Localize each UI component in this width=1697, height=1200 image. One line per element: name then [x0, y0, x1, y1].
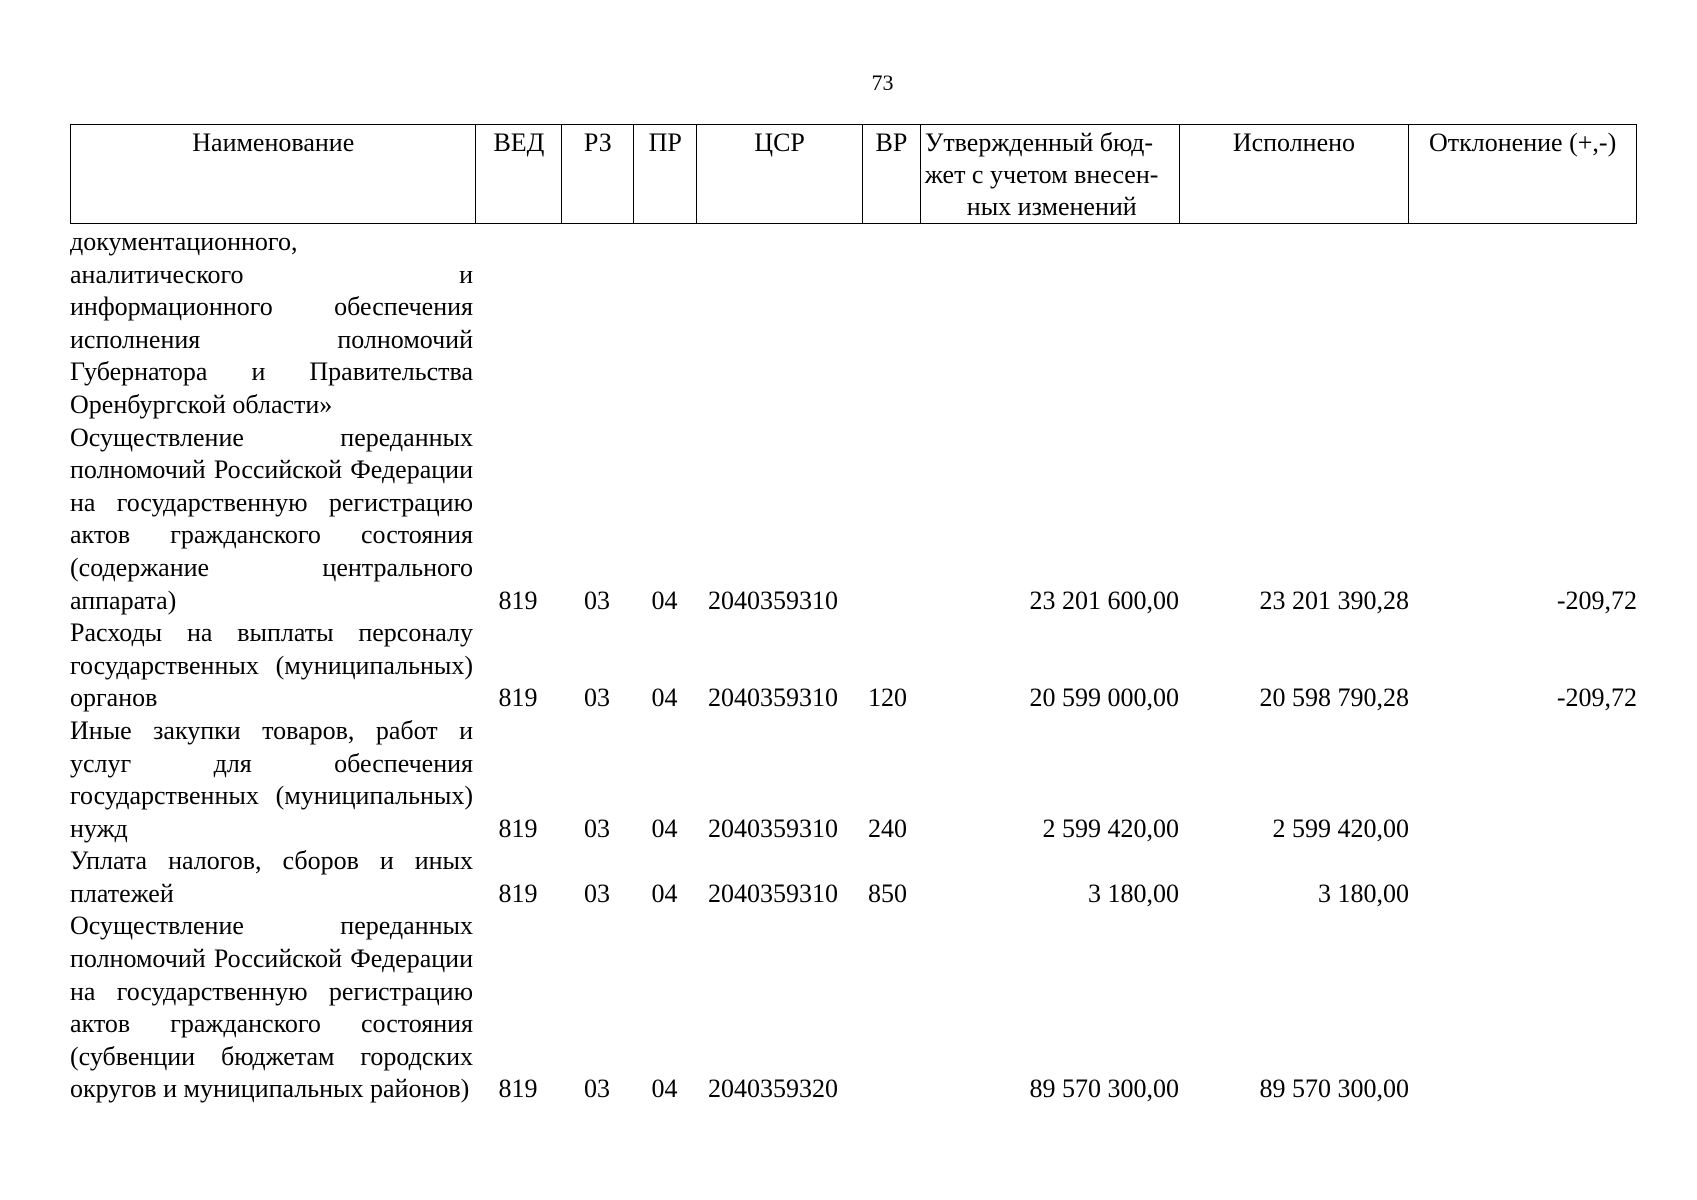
row-budget: 20 599 000,00: [1029, 683, 1179, 713]
row-ved: 819: [498, 878, 538, 908]
row-name: Осуществление переданных полномочий Российской Федерации на государственную регистрацию актов гражданского состояния (субвенции бюджетам городских округов и муниципальных районов): [70, 911, 473, 1104]
row-rz: 03: [584, 585, 610, 615]
row-pr: 04: [651, 813, 678, 843]
table-row: [70, 422, 1637, 618]
row-executed: 3 180,00: [1318, 878, 1409, 908]
row-vr: 850: [868, 878, 907, 908]
row-budget: 2 599 420,00: [1042, 813, 1179, 843]
row-rz: 03: [584, 1074, 610, 1104]
row-pr: 04: [651, 1074, 678, 1104]
header-csr: ЦСР: [696, 125, 862, 223]
table-header: [70, 124, 1637, 224]
header-deviation: Отклонение (+,-): [1408, 125, 1636, 223]
row-rz: 03: [584, 683, 610, 713]
row-executed: 20 598 790,28: [1259, 683, 1409, 713]
header-budget-line1: Утвержденный бюд-: [924, 128, 1154, 157]
row-ved: 819: [498, 585, 538, 615]
row-executed: 89 570 300,00: [1259, 1074, 1409, 1104]
row-budget: 89 570 300,00: [1029, 1074, 1179, 1104]
row-pr: 04: [651, 683, 678, 713]
table-row: [70, 617, 1637, 715]
table-row: [70, 715, 1637, 845]
row-name: Иные закупки товаров, работ и услуг для обеспечения государственных (муниципальных) нужд: [70, 715, 473, 843]
header-rz: РЗ: [561, 125, 633, 223]
table-body: [70, 226, 1637, 1106]
row-rz: 03: [584, 878, 610, 908]
row-ved: 819: [498, 813, 538, 843]
header-executed: Исполнено: [1179, 125, 1409, 223]
row-vr: 120: [868, 683, 907, 713]
row-deviation: -209,72: [1556, 585, 1637, 615]
row-csr: 2040359310: [708, 585, 838, 615]
table-row: [70, 845, 1637, 910]
header-pr: ПР: [633, 125, 696, 223]
header-budget-line3: ных изменений: [966, 192, 1137, 221]
row-budget: 3 180,00: [1088, 878, 1179, 908]
row-rz: 03: [584, 813, 610, 843]
page-number: 73: [871, 70, 894, 95]
row-executed: 23 201 390,28: [1259, 585, 1409, 615]
table-row: [70, 910, 1637, 1106]
row-csr: 2040359310: [708, 683, 838, 713]
budget-table: [70, 124, 1637, 1106]
row-deviation: -209,72: [1556, 683, 1637, 713]
row-vr: 240: [868, 813, 907, 843]
row-name: Осуществление переданных полномочий Российской Федерации на государственную регистрацию актов гражданского состояния (содержание центрального аппарата): [70, 422, 473, 615]
header-vr: ВР: [862, 125, 920, 223]
header-budget: [920, 125, 1179, 223]
row-csr: 2040359320: [708, 1074, 838, 1104]
row-name: Расходы на выплаты персоналу государственных (муниципальных) органов: [70, 618, 473, 713]
table-row: [70, 226, 1637, 422]
row-executed: 2 599 420,00: [1272, 813, 1409, 843]
row-name: Уплата налогов, сборов и иных платежей: [70, 846, 473, 908]
row-csr: 2040359310: [708, 813, 838, 843]
row-name: документационного, аналитического и информационного обеспечения исполнения полномочий Губернатора и Правительства Оренбургской области»: [70, 227, 473, 419]
row-csr: 2040359310: [708, 878, 838, 908]
row-budget: 23 201 600,00: [1029, 585, 1179, 615]
header-name: Наименование: [192, 128, 355, 157]
row-ved: 819: [498, 1074, 538, 1104]
row-pr: 04: [651, 585, 678, 615]
row-pr: 04: [651, 878, 678, 908]
header-budget-line2: жет с учетом внесен-: [924, 160, 1159, 189]
row-ved: 819: [498, 683, 538, 713]
header-ved: ВЕД: [475, 125, 561, 223]
